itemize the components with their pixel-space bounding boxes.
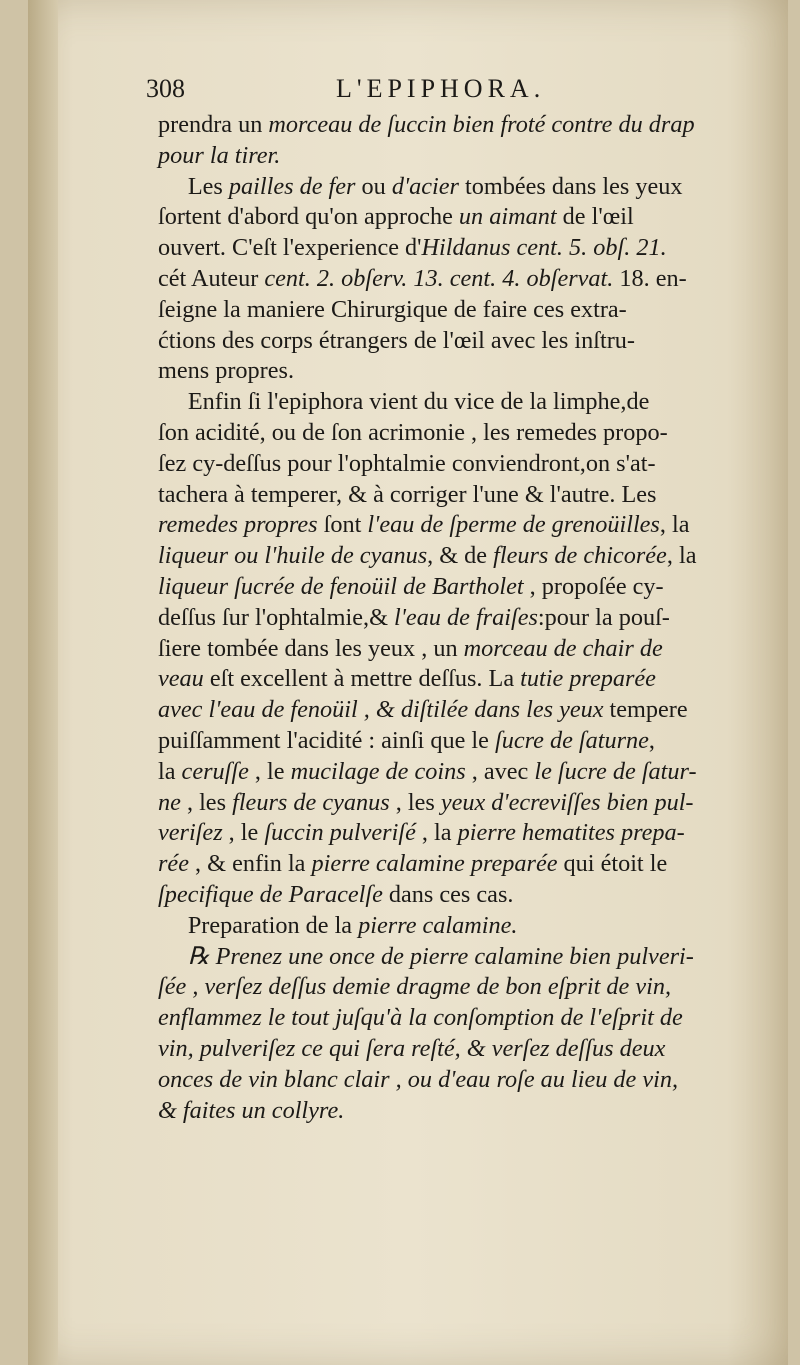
roman-text: :pour la pouſ- (537, 603, 670, 631)
text-line (158, 326, 786, 357)
text-line (158, 849, 786, 880)
text-line (158, 942, 786, 973)
italic-text: tutie preparée (520, 665, 656, 693)
text-line (158, 664, 786, 695)
italic-text: pierre hematites prepa- (457, 819, 685, 847)
running-head: L'EPIPHORA. (336, 74, 546, 103)
roman-text: puiſſamment l'acidité : ainſi que le (158, 726, 495, 754)
italic-text: vin, pulveriſez ce qui ſera reſté, & verſez deſſus deux (158, 1034, 666, 1062)
text-line (158, 757, 786, 788)
text-line (158, 295, 786, 326)
italic-text: morceau de chair de (463, 634, 663, 662)
text-line (158, 480, 786, 511)
text-line (158, 788, 786, 819)
text-line (158, 1034, 786, 1065)
page-header (146, 74, 790, 110)
roman-text: , les (389, 788, 441, 816)
roman-text: , (648, 726, 655, 754)
roman-text: ſortent d'abord qu'on approche (158, 203, 459, 231)
roman-text: la (158, 757, 182, 785)
italic-text: & faites un collyre. (158, 1096, 345, 1124)
roman-text: , & de (427, 542, 494, 570)
roman-text: ſiere tombée dans les yeux , un (158, 634, 464, 662)
roman-text: , propoſée cy- (523, 572, 664, 600)
roman-text: , le (222, 819, 265, 847)
italic-text: remedes propres (158, 511, 318, 539)
italic-text: l'eau de fraiſes (394, 603, 538, 631)
italic-text: d'acier (391, 172, 459, 200)
italic-text: onces de vin blanc clair , ou d'eau roſe au lieu de vin, (158, 1065, 679, 1093)
roman-text: ſez cy-deſſus pour l'ophtalmie conviendront,on s'at- (158, 449, 656, 477)
text-line (158, 572, 786, 603)
italic-text: pailles de fer (228, 172, 356, 200)
italic-text: Hildanus cent. 5. obſ. 21. (421, 234, 667, 262)
roman-text: ſont (317, 511, 368, 539)
roman-text: ſeigne la maniere Chirurgique de faire ces extra- (158, 295, 627, 323)
italic-text: fleurs de cyanus (232, 788, 390, 816)
text-line (158, 110, 786, 141)
roman-text: , la (659, 511, 690, 539)
roman-text: prendra un (158, 111, 269, 138)
text-line (158, 726, 786, 757)
italic-text: fleurs de chicorée (493, 542, 667, 570)
roman-text: Preparation de la (187, 911, 359, 939)
italic-text: yeux d'ecreviſſes bien pul- (440, 788, 694, 816)
italic-text: veau (158, 665, 204, 693)
text-line (158, 387, 786, 418)
roman-text: tachera à temperer, & à corriger l'une & l'autre. Les (158, 480, 657, 508)
text-line (158, 818, 786, 849)
roman-text: eſt excellent à mettre deſſus. La (203, 665, 521, 693)
text-line (158, 911, 786, 942)
text-line (158, 418, 786, 449)
italic-text: enflammez le tout juſqu'à la conſomption de l'eſprit de (158, 1004, 683, 1032)
roman-text: deſſus ſur l'ophtalmie,& (158, 603, 395, 631)
text-line (158, 603, 786, 634)
roman-text: Enfin ſi l'epiphora vient du vice de la limphe,de (187, 388, 650, 416)
italic-text: liqueur ou l'huile de cyanus (158, 542, 428, 570)
italic-text: ſpecifique de Paracelſe (158, 880, 383, 908)
text-line (158, 1003, 786, 1034)
roman-text: , la (415, 819, 458, 847)
page-number: 308 (146, 74, 185, 103)
roman-text: , la (666, 542, 697, 570)
text-line (158, 510, 786, 541)
roman-text: de l'œil (556, 203, 634, 231)
italic-text: pierre calamine. (358, 911, 518, 939)
text-line (158, 141, 786, 172)
text-line (158, 233, 786, 264)
italic-text: pierre calamine preparée (311, 850, 558, 878)
roman-text: cét Auteur (158, 264, 265, 292)
italic-text: ſuccin pulveriſé (264, 819, 416, 847)
roman-text: , le (248, 757, 291, 785)
italic-text: rée (158, 850, 189, 878)
text-line (158, 695, 786, 726)
text-line (158, 1065, 786, 1096)
roman-text: ćtions des corps étrangers de l'œil avec les inſtru- (158, 326, 635, 354)
text-line (158, 172, 786, 203)
text-line (158, 634, 786, 665)
roman-text: mens propres. (158, 357, 295, 385)
roman-text: ſon acidité, ou de ſon acrimonie , les remedes propo- (158, 418, 668, 446)
text-line (158, 264, 786, 295)
roman-text: tombées dans les yeux (458, 172, 683, 200)
italic-text: mucilage de coins (290, 757, 466, 785)
italic-text: l'eau de ſperme de grenoüilles (367, 511, 660, 539)
roman-text: , les (180, 788, 233, 816)
text-line (158, 356, 786, 387)
italic-text: cent. 2. obſerv. 13. cent. 4. obſervat. (264, 264, 614, 292)
italic-text: liqueur ſucrée de fenoüil de Bartholet (158, 572, 524, 600)
italic-text: un aimant (458, 203, 557, 231)
text-line (158, 202, 786, 233)
text-line (158, 972, 786, 1003)
roman-text: ou (355, 172, 392, 200)
text-line (158, 1096, 786, 1127)
italic-text: ℞ Prenez une once de pierre calamine bien pulveri- (187, 942, 694, 970)
body-text (158, 110, 790, 1126)
italic-text: avec l'eau de fenoüil , & diſtilée dans les yeux (158, 696, 604, 724)
roman-text: tempere (603, 696, 688, 724)
roman-text: Les (187, 172, 229, 200)
text-line (158, 880, 786, 911)
italic-text: ſée , verſez deſſus demie dragme de bon eſprit de vin, (158, 973, 672, 1001)
roman-text: , avec (465, 757, 535, 785)
roman-text: 18. en- (613, 264, 687, 292)
roman-text: ouvert. C'eſt l'experience d' (158, 234, 422, 262)
italic-text: ceruſſe (181, 757, 249, 785)
text-line (158, 449, 786, 480)
roman-text: , & enfin la (188, 850, 312, 878)
italic-text: veriſez (158, 819, 223, 847)
italic-text: morceau de ſuccin bien froté contre du drap (268, 111, 695, 138)
italic-text: le ſucre de ſatur- (534, 757, 697, 785)
roman-text: dans ces cas. (382, 880, 514, 908)
roman-text: qui étoit le (557, 850, 668, 878)
page-text (146, 74, 790, 1126)
italic-text: ne (158, 788, 181, 816)
page-gutter (28, 0, 58, 1365)
italic-text: ſucre de ſaturne (494, 726, 649, 754)
text-line (158, 541, 786, 572)
italic-text: pour la tirer. (158, 141, 281, 169)
